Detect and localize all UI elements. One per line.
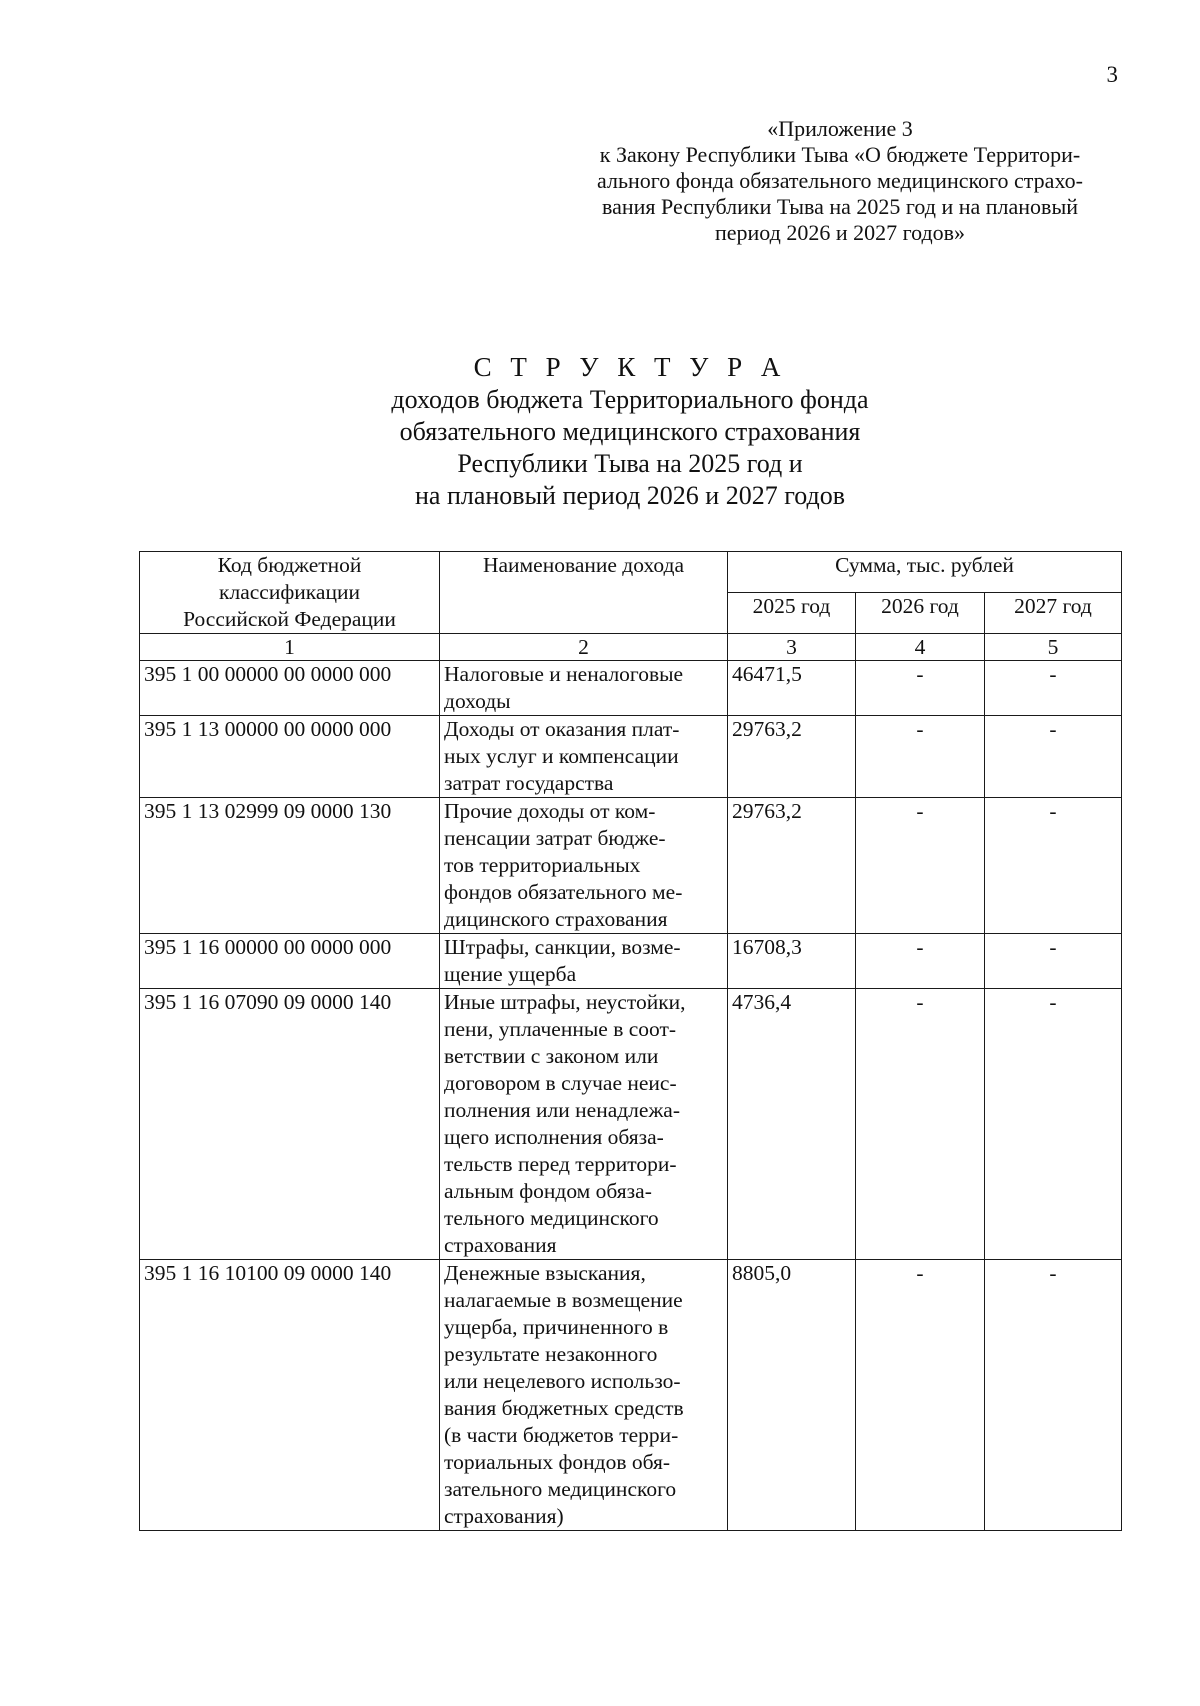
income-name-line: Налоговые и неналоговые [444, 662, 684, 686]
page-number: 3 [1106, 62, 1118, 87]
income-name-line: ных услуг и компенсации [444, 744, 679, 768]
column-number: 4 [856, 634, 985, 661]
income-structure-table [139, 551, 1122, 1531]
header-code-line: Российской Федерации [183, 607, 396, 631]
table-header-row [140, 552, 1122, 593]
income-name-line: фондов обязательного ме- [444, 880, 683, 904]
amount-2025-cell: 4736,4 [728, 989, 856, 1260]
budget-code-cell: 395 1 13 00000 00 0000 000 [140, 716, 440, 798]
column-number: 2 [440, 634, 728, 661]
income-name-line: (в части бюджетов терри- [444, 1423, 679, 1447]
budget-code-cell: 395 1 16 00000 00 0000 000 [140, 934, 440, 989]
table-row [140, 934, 1122, 989]
header-code-line: Код бюджетной [217, 553, 362, 577]
header-code-line: классификации [219, 580, 360, 604]
income-name-line: пенсации затрат бюдже- [444, 826, 666, 850]
header-year-2027: 2027 год [985, 593, 1122, 634]
amount-2026-cell: - [856, 1260, 985, 1531]
income-name-line: тельного медицинского [444, 1206, 659, 1230]
amount-2026-cell: - [856, 798, 985, 934]
income-name-line: доходы [444, 689, 511, 713]
income-name-line: щение ущерба [444, 962, 577, 986]
amount-2025-cell: 29763,2 [728, 798, 856, 934]
amount-2027-cell: - [985, 934, 1122, 989]
income-name-cell [440, 989, 728, 1260]
income-name-line: тельств перед территори- [444, 1152, 677, 1176]
budget-code-cell: 395 1 00 00000 00 0000 000 [140, 661, 440, 716]
income-name-line: пени, уплаченные в соот- [444, 1017, 677, 1041]
income-name-line: налагаемые в возмещение [444, 1288, 683, 1312]
table-row [140, 989, 1122, 1260]
appendix-note [560, 116, 1120, 246]
income-name-line: страхования [444, 1233, 557, 1257]
header-year-2026: 2026 год [856, 593, 985, 634]
title-line: доходов бюджета Территориального фонда [391, 385, 869, 414]
amount-2027-cell: - [985, 1260, 1122, 1531]
income-name-line: Доходы от оказания плат- [444, 717, 680, 741]
income-name-line: щего исполнения обяза- [444, 1125, 664, 1149]
income-name-line: полнения или ненадлежа- [444, 1098, 681, 1122]
income-name-line: ториальных фондов обя- [444, 1450, 671, 1474]
amount-2026-cell: - [856, 661, 985, 716]
income-name-line: тов территориальных [444, 853, 641, 877]
income-name-line: результате незаконного [444, 1342, 658, 1366]
income-name-cell [440, 1260, 728, 1531]
budget-code-cell: 395 1 16 07090 09 0000 140 [140, 989, 440, 1260]
income-name-line: Штрафы, санкции, возме- [444, 935, 681, 959]
table-body [140, 634, 1122, 1531]
income-name-line: вания бюджетных средств [444, 1396, 684, 1420]
title-line: обязательного медицинского страхования [399, 417, 861, 446]
amount-2027-cell: - [985, 798, 1122, 934]
income-name-line: ущерба, причиненного в [444, 1315, 669, 1339]
title-heading: С Т Р У К Т У Р А [473, 352, 787, 382]
income-name-line: ветствии с законом или [444, 1044, 659, 1068]
amount-2025-cell: 8805,0 [728, 1260, 856, 1531]
appendix-line: период 2026 и 2027 годов» [714, 220, 966, 245]
appendix-line: вания Республики Тыва на 2025 год и на плановый [602, 194, 1078, 219]
budget-code-cell: 395 1 13 02999 09 0000 130 [140, 798, 440, 934]
income-name-line: или нецелевого использо- [444, 1369, 681, 1393]
column-number: 3 [728, 634, 856, 661]
income-name-cell [440, 798, 728, 934]
table-row [140, 798, 1122, 934]
amount-2025-cell: 29763,2 [728, 716, 856, 798]
document-title [280, 350, 980, 512]
amount-2025-cell: 16708,3 [728, 934, 856, 989]
income-name-line: затрат государства [444, 771, 614, 795]
amount-2027-cell: - [985, 716, 1122, 798]
income-name-cell [440, 934, 728, 989]
amount-2027-cell: - [985, 989, 1122, 1260]
income-name-line: зательного медицинского [444, 1477, 677, 1501]
budget-code-cell: 395 1 16 10100 09 0000 140 [140, 1260, 440, 1531]
title-line: Республики Тыва на 2025 год и [457, 449, 803, 478]
amount-2026-cell: - [856, 989, 985, 1260]
column-numbers-row [140, 634, 1122, 661]
header-code [140, 552, 440, 634]
amount-2027-cell: - [985, 661, 1122, 716]
income-name-line: Прочие доходы от ком- [444, 799, 656, 823]
income-name-line: страхования) [444, 1504, 564, 1528]
appendix-line: к Закону Республики Тыва «О бюджете Территори- [599, 142, 1081, 167]
column-number: 1 [140, 634, 440, 661]
income-name-line: Денежные взыскания, [444, 1261, 646, 1285]
table-row [140, 716, 1122, 798]
amount-2026-cell: - [856, 934, 985, 989]
column-number: 5 [985, 634, 1122, 661]
title-line: на плановый период 2026 и 2027 годов [415, 481, 845, 510]
header-name: Наименование дохода [440, 552, 728, 634]
header-sum: Сумма, тыс. рублей [728, 552, 1122, 593]
income-name-cell [440, 661, 728, 716]
appendix-line: «Приложение 3 [767, 116, 913, 141]
income-name-line: альным фондом обяза- [444, 1179, 652, 1203]
income-name-cell [440, 716, 728, 798]
income-name-line: Иные штрафы, неустойки, [444, 990, 686, 1014]
income-name-line: дицинского страхования [444, 907, 668, 931]
amount-2026-cell: - [856, 716, 985, 798]
table-row [140, 661, 1122, 716]
income-name-line: договором в случае неис- [444, 1071, 677, 1095]
table-row [140, 1260, 1122, 1531]
appendix-line: ального фонда обязательного медицинского страхо- [597, 168, 1083, 193]
header-year-2025: 2025 год [728, 593, 856, 634]
amount-2025-cell: 46471,5 [728, 661, 856, 716]
